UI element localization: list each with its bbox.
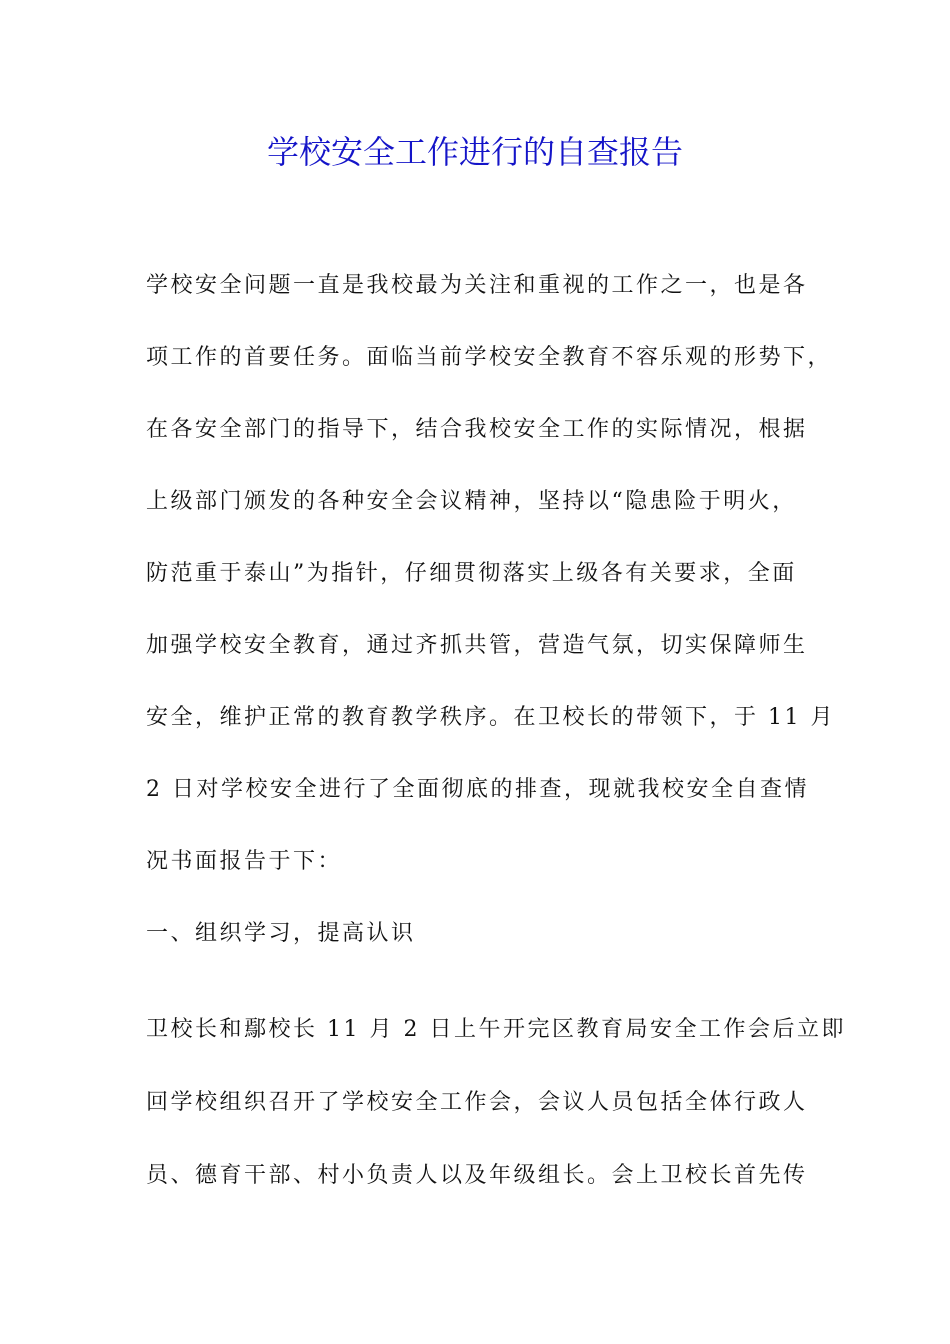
body-line-11: 回学校组织召开了学校安全工作会，会议人员包括全体行政人 (146, 1090, 808, 1115)
body-line-5: 防范重于泰山”为指针，仔细贯彻落实上级各有关要求，全面 (146, 561, 797, 586)
body-line-10: 卫校长和鄢校长 11 月 2 日上午开完区教育局安全工作会后立即 (146, 1017, 846, 1042)
body-line-9: 况书面报告于下： (146, 849, 343, 874)
body-line-12: 员、德育干部、村小负责人以及年级组长。会上卫校长首先传 (146, 1163, 808, 1188)
body-line-7: 安全，维护正常的教育教学秩序。在卫校长的带领下，于 11 月 (146, 705, 835, 730)
body-line-4: 上级部门颁发的各种安全会议精神，坚持以“隐患险于明火， (146, 489, 797, 514)
document-title: 学校安全工作进行的自查报告 (266, 133, 683, 171)
body-line-2: 项工作的首要任务。面临当前学校安全教育不容乐观的形势下， (146, 345, 833, 370)
body-line-1: 学校安全问题一直是我校最为关注和重视的工作之一，也是各 (146, 273, 808, 298)
section-heading-1: 一、组织学习，提高认识 (146, 921, 416, 946)
body-line-8: 2 日对学校安全进行了全面彻底的排查，现就我校安全自查情 (146, 777, 809, 802)
body-line-3: 在各安全部门的指导下，结合我校安全工作的实际情况，根据 (146, 417, 808, 442)
body-line-6: 加强学校安全教育，通过齐抓共管，营造气氛，切实保障师生 (146, 633, 808, 658)
